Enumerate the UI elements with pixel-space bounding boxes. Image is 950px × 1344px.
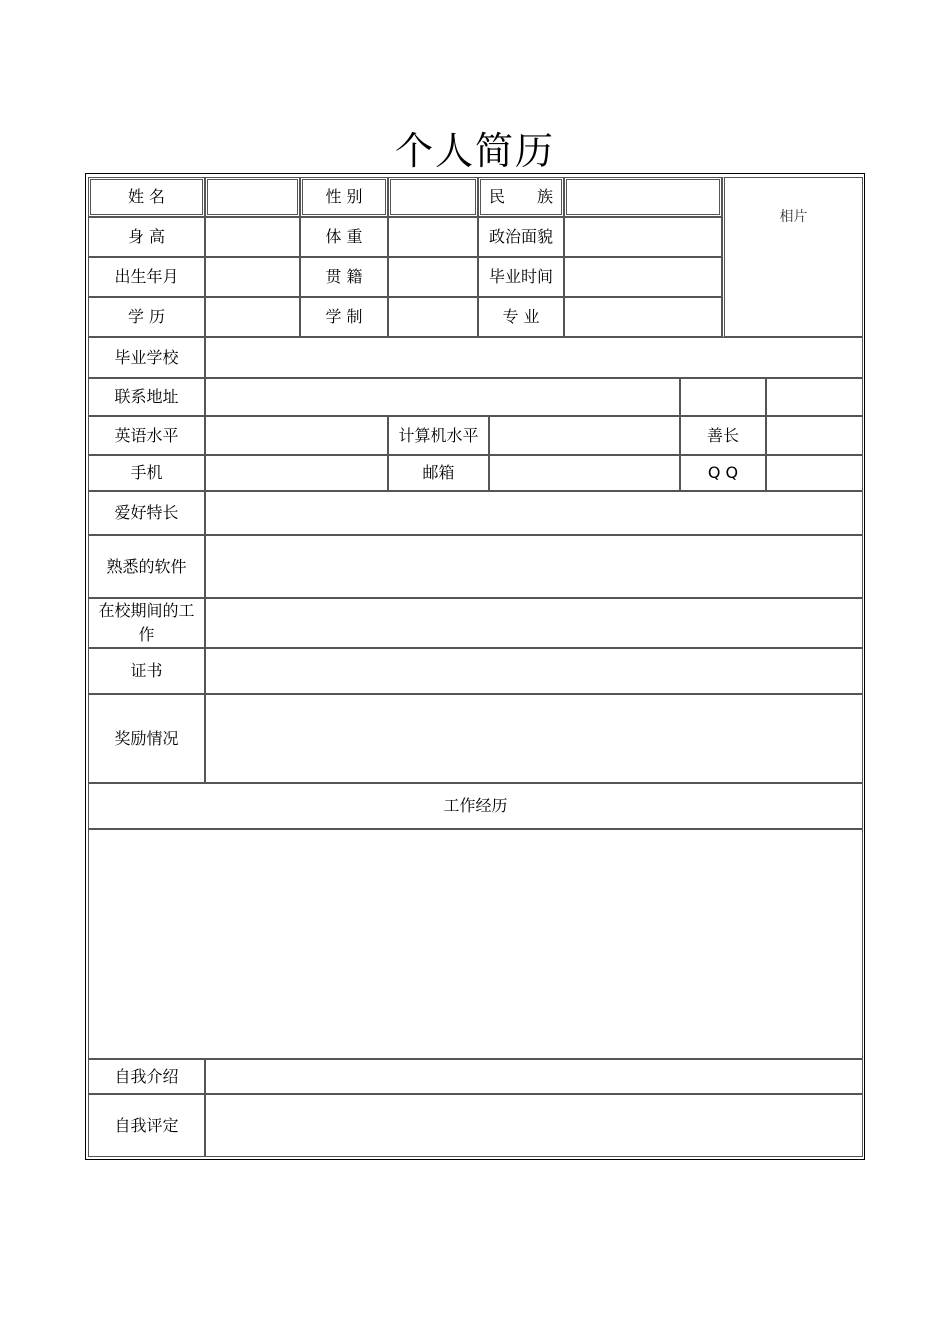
label-hobbies: 爱好特长 xyxy=(88,491,205,535)
photo-label: 相片 xyxy=(779,209,808,225)
field-address-extra-1[interactable] xyxy=(680,378,766,416)
label-awards: 奖励情况 xyxy=(88,694,205,783)
label-height: 身 高 xyxy=(88,217,205,257)
field-weight[interactable] xyxy=(388,217,478,257)
label-certificates: 证书 xyxy=(88,648,205,694)
field-campus-work[interactable] xyxy=(205,598,863,648)
label-phone: 手机 xyxy=(88,455,205,491)
label-self-intro: 自我介绍 xyxy=(88,1059,205,1094)
field-self-intro[interactable] xyxy=(205,1059,863,1094)
label-birth-date: 出生年月 xyxy=(88,257,205,297)
field-awards[interactable] xyxy=(205,694,863,783)
field-english-level[interactable] xyxy=(205,416,388,455)
field-software[interactable] xyxy=(205,535,863,598)
field-specialty[interactable] xyxy=(766,416,863,455)
field-hobbies[interactable] xyxy=(205,491,863,535)
label-address: 联系地址 xyxy=(88,378,205,416)
label-political-status: 政治面貌 xyxy=(478,217,564,257)
section-work-experience: 工作经历 xyxy=(88,783,863,829)
label-education: 学 历 xyxy=(88,297,205,337)
field-self-evaluation[interactable] xyxy=(205,1094,863,1157)
field-school[interactable] xyxy=(205,337,863,378)
label-duration: 学 制 xyxy=(300,297,388,337)
label-software: 熟悉的软件 xyxy=(88,535,205,598)
field-name[interactable] xyxy=(205,177,300,217)
label-qq: Q Q xyxy=(680,455,766,491)
label-graduation-time: 毕业时间 xyxy=(478,257,564,297)
field-address-extra-2[interactable] xyxy=(766,378,863,416)
label-name: 姓 名 xyxy=(88,177,205,217)
label-campus-work: 在校期间的工作 xyxy=(88,598,205,648)
label-gender: 性 别 xyxy=(300,177,388,217)
field-height[interactable] xyxy=(205,217,300,257)
label-weight: 体 重 xyxy=(300,217,388,257)
field-work-experience[interactable] xyxy=(88,829,863,1059)
label-english-level: 英语水平 xyxy=(88,416,205,455)
label-computer-level: 计算机水平 xyxy=(388,416,489,455)
field-computer-level[interactable] xyxy=(489,416,680,455)
field-qq[interactable] xyxy=(766,455,863,491)
field-phone[interactable] xyxy=(205,455,388,491)
field-ethnicity[interactable] xyxy=(564,177,722,217)
label-email: 邮箱 xyxy=(388,455,489,491)
field-native-place[interactable] xyxy=(388,257,478,297)
label-native-place: 贯 籍 xyxy=(300,257,388,297)
label-specialty: 善长 xyxy=(680,416,766,455)
field-political-status[interactable] xyxy=(564,217,722,257)
field-major[interactable] xyxy=(564,297,722,337)
field-birth-date[interactable] xyxy=(205,257,300,297)
field-certificates[interactable] xyxy=(205,648,863,694)
photo-box[interactable] xyxy=(722,177,863,337)
label-major: 专 业 xyxy=(478,297,564,337)
field-duration[interactable] xyxy=(388,297,478,337)
field-gender[interactable] xyxy=(388,177,478,217)
label-ethnicity: 民 族 xyxy=(478,177,564,217)
field-graduation-time[interactable] xyxy=(564,257,722,297)
label-school: 毕业学校 xyxy=(88,337,205,378)
field-email[interactable] xyxy=(489,455,680,491)
label-self-evaluation: 自我评定 xyxy=(88,1094,205,1157)
page-title: 个人简历 xyxy=(394,129,555,173)
field-education[interactable] xyxy=(205,297,300,337)
field-address[interactable] xyxy=(205,378,680,416)
